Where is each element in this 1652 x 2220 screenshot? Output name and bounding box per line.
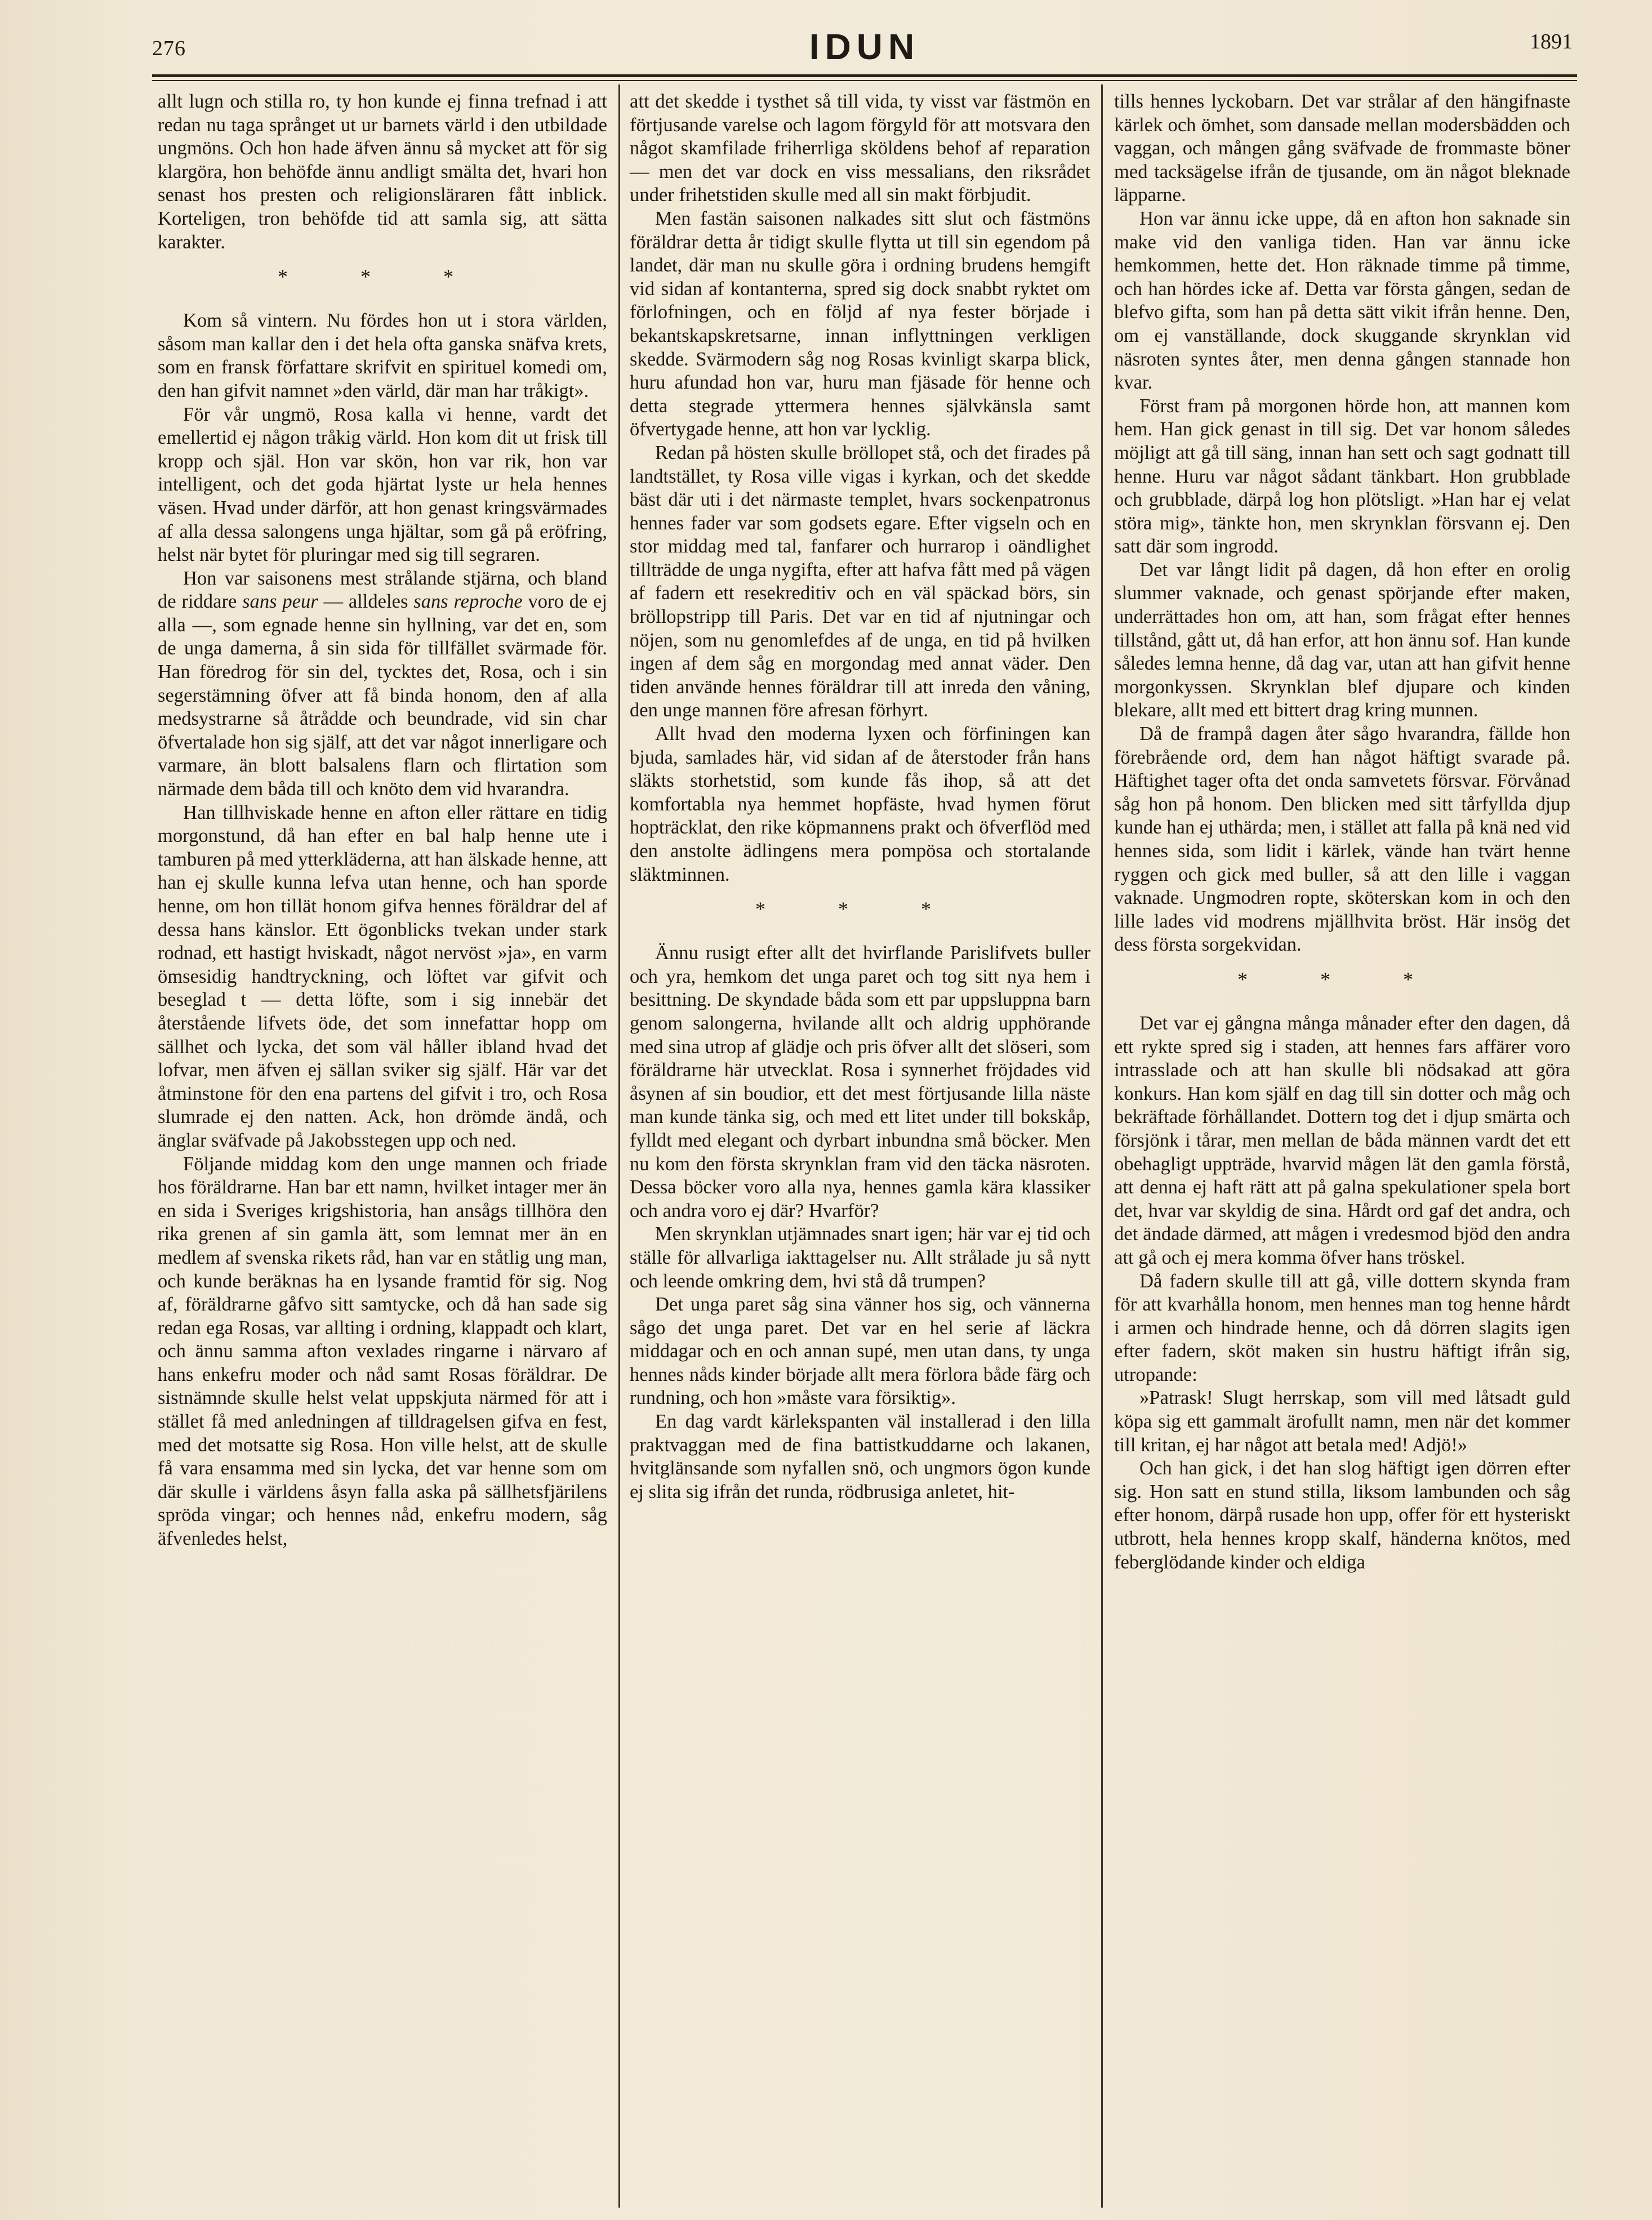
- paragraph: Men skrynklan utjämnades snart igen; här var ej tid och ställe för allvarliga iakttagelser nu. Allt strålade ju så nytt och leende omkring dem, hvi stå då trumpen?: [630, 1223, 1090, 1292]
- section-separator: * * *: [1237, 968, 1447, 991]
- paragraph: Hon var ännu icke uppe, då en afton hon saknade sin make vid den vanliga tiden. Han var ännu icke hemkommen, hette det. Hon räknade timme på timme, och han hördes icke af. Detta var första gången, sedan de blefvo gifta, som han på detta sätt vikit ifrån henne. Den, om ej vanställande, dock skuggande skrynklan vid näsroten syntes åter, men denna gången stannade hon kvar.: [1114, 207, 1570, 394]
- italic-phrase: sans peur: [242, 591, 318, 613]
- header-rule: [152, 74, 1577, 77]
- column-divider: [1101, 84, 1103, 2208]
- text-column-1: [158, 90, 607, 1551]
- paragraph: att det skedde i tysthet så till vida, ty visst var fästmön en förtjusande varelse och lagom förgyld för att motsvara den något skamfilade friherrliga sköldens behof af reparation — men det var dock en viss messalians, den riksrådet under frihetstiden skulle med all sin makt förbjudit.: [630, 91, 1090, 206]
- paragraph: Men fastän saisonen nalkades sitt slut och fästmöns föräldrar detta år tidigt skulle flytta ut till sin egendom på landet, där man nu skulle göra i ordning brudens hemgift vid sidan af kontanterna, spred sig dock snabbt ryktet om förlofningen, och en följd af nya fester började i bekantskapskretsarne, innan inflyttningen verkligen skedde. Svärmodern såg nog Rosas kvinligt skarpa blick, huru afundad hon var, huru man fjäsade för henne och detta stegrade yttermera hennes självkänsla samt öfvertygade henne, att hon var lycklig.: [630, 207, 1090, 440]
- paragraph: Han tillhviskade henne en afton eller rättare en tidig morgonstund, då han efter en bal halp henne ute i tamburen på med ytterkläderna, att han älskade henne, att han ej skulle kunna lefva utan henne, och han sporde henne, om hon tillät honom gifva hennes föräldrar del af dessa hans känslor. Ett ögonblicks tvekan under stark rodnad, ett hastigt hviskadt, något nervöst »ja», en varm ömsesidig handtryckning, och löftet var gifvit och beseglad t — detta löfte, som i sig innebär det återstående lifvets öde, det som innefattar hopp om sällhet och lycka, det som väl håller ibland hvad det lofvar, men äfven ej sällan sviker sig själf. Här var det åtminstone för den ena partens del gifvit i tro, och Rosa slumrade ej den natten. Ack, hon drömde ändå, och änglar sväfvade på Jakobsstegen upp och ned.: [158, 801, 607, 1151]
- paragraph: Kom så vintern. Nu fördes hon ut i stora världen, såsom man kallar den i det hela ofta ganska snäfva krets, som en fransk författare skrifvit en spirituel komedi om, den han gifvit namnet »den värld, där man har tråkigt».: [158, 310, 607, 402]
- column-divider: [618, 84, 620, 2208]
- paragraph: Redan på hösten skulle bröllopet stå, och det firades på landtstället, ty Rosa ville vigas i kyrkan, och det skedde bäst där uti i det närmaste templet, hvars sockenpatronus hennes fader var som godsets egare. Efter vigseln och en stor middag med tal, fanfarer och hurrarop i oändlighet tillträdde de unga nygifta, efter att hafva fått med på vägen af fadern ett resekreditiv och en väl späckad börs, sin bröllopstripp till Paris. Det var en tid af njutningar och nöjen, som nu genomlefdes af de unga, en tid på hvilken ingen af dem såg en morgondag med annat väder. Den tiden använde hennes föräldrar till att inreda den våning, den unge mannen före afresan förhyrt.: [630, 442, 1090, 721]
- masthead-title: IDUN: [809, 26, 920, 67]
- paragraph: »Patrask! Slugt herrskap, som vill med låtsadt guld köpa sig ett gammalt ärofullt namn, men när det kommer till kritan, ej har något att betala med! Adjö!»: [1114, 1387, 1570, 1456]
- page-number: 276: [152, 37, 186, 60]
- paragraph: Det var långt lidit på dagen, då hon efter en orolig slummer vaknade, och genast spörjande efter maken, underrättades hon om, att han, som frågat efter hennes tillstånd, gått ut, då han erfor, att hon ännu sof. Han kunde således lemna henne, då dag var, utan att han gifvit henne morgonkyssen. Skrynklan blef djupare och kinden blekare, allt med ett bittert drag kring munnen.: [1114, 559, 1570, 721]
- text-column-2: [630, 90, 1090, 1504]
- paragraph: Följande middag kom den unge mannen och friade hos föräldrarne. Han bar ett namn, hvilket intager mer än en sida i Sveriges krigshistoria, han ansågs tillhöra den rika grenen af sin gamla ätt, som lemnat mer än en medlem af svenska rikets råd, han var en ståtlig ung man, och kunde beräknas ha en lysande framtid för sig. Nog af, föräldrarne gåfvo sitt samtycke, och då han sade sig redan ega Rosas, var allting i ordning, klappadt och klart, och ännu samma afton vexlades ringarne i närvaro af hans enkefru moder och nåd samt Rosas föräldrar. De sistnämnde skulle helst velat uppskjuta närmed för att i stället få med anledningen af tilldragelsen gifva en fest, med det motsatte sig Rosa. Hon ville helst, att de skulle få vara ensamma med sin lycka, det var henne som om där skulle i världens åsyn falla aska på sällhetsfjärilens spröda vingar; och hennes nåd, enkefru modern, såg äfvenledes helst,: [158, 1153, 607, 1550]
- paragraph: Då fadern skulle till att gå, ville dottern skynda fram för att kvarhålla honom, men hennes man tog henne hårdt i armen och hindrade henne, och då dörren slagits igen efter fadern, sköt maken sin hustru häftigt ifrån sig, utropande:: [1114, 1270, 1570, 1385]
- header-rule-thin: [152, 80, 1577, 81]
- italic-phrase: sans reproche: [413, 591, 523, 613]
- paragraph: tills hennes lyckobarn. Det var strålar af den hängifnaste kärlek och ömhet, som dansade mellan modersbädden och vaggan, och mången gång sväfvade de frommaste böner med tacksägelse ifrån de tjusande, om än något bleknade läpparne.: [1114, 91, 1570, 206]
- section-separator: * * *: [278, 265, 487, 288]
- paragraph: Då de frampå dagen åter sågo hvarandra, fällde hon förebrående ord, dem han något häftigt svarade på. Häftighet tager ofta det onda samvetets försvar. Förvånad såg hon på honom. Den blicken med sitt tårfyllda djup kunde han ej uthärda; men, i stället att falla på knä ned vid hennes sida, som lidit i kärlek, vände han tvärt henne ryggen och gick med buller, så att den lille i vaggan vaknade. Ungmodren ropte, sköterskan kom in och den lille lades vid modrens mjällhvita bröst. Här insög det dess första sorgekvidan.: [1114, 723, 1570, 956]
- paragraph: Och han gick, i det han slog häftigt igen dörren efter sig. Hon satt en stund stilla, liksom lambunden och såg efter honom, därpå rusade hon upp, offer för ett hysteriskt utbrott, hela hennes kropp skalf, händerna knötos, med feberglödande kinder och eldiga: [1114, 1457, 1570, 1573]
- paragraph: Det var ej gångna många månader efter den dagen, då ett rykte spred sig i staden, att hennes fars affärer voro intrasslade och att han skulle bli nödsakad att göra konkurs. Han kom själf en dag till sin dotter och måg och bekräftade förhållandet. Dottern tog det i djup smärta och försjönk i tårar, men mellan de båda männen vardt det ett obehagligt uppträde, hvarvid mågen lät den gamla förstå, att denna ej haft rätt att på galna spekulationer spela bort det, hvar var skyldig de sina. Hårdt ord gaf det andra, och det ändade därmed, att mågen i vredesmod bjöd den andra att gå och ej mera komma öfver hans tröskel.: [1114, 1012, 1570, 1268]
- paragraph: Hon var saisonens mest strålande stjärna, och bland de riddare sans peur — alldeles sans reproche voro de ej alla —, som egnade henne sin hyllning, var det en, som de unga damerna, å sin sida för tillfället svärmade för. Han föredrog för sin del, tycktes det, Rosa, och i sin segerstämning öfver att få binda honom, den af alla medsystrarne så åtrådde och beundrade, vid sin char öfvertalade hon sig själf, att det var något innerligare och varmare, än blott balsalens flarn och flirtation som närmade dem båda till och knöto dem vid hvarandra.: [158, 567, 607, 800]
- year: 1891: [1530, 30, 1573, 54]
- text-column-3: [1114, 90, 1570, 1574]
- paragraph: Först fram på morgonen hörde hon, att mannen kom hem. Han gick genast in till sig. Det var honom således möjligt att gå till säng, innan han sett och sagt godnatt till henne. Huru var något sådant tänkbart. Hon grubblade och grubblade, därpå log hon plötsligt. »Han har ej velat störa mig», tänkte hon, men skrynklan försvann ej. Den satt där som ingrodd.: [1114, 395, 1570, 558]
- page-header: [152, 24, 1577, 86]
- paragraph: Det unga paret såg sina vänner hos sig, och vännerna sågo det unga paret. Det var en hel serie af läckra middagar och en och annan supé, men utan dans, ty unga hennes nåds kinder började allt mera förlora både färg och rundning, och hon »måste vara försiktig».: [630, 1294, 1090, 1409]
- paragraph: För vår ungmö, Rosa kalla vi henne, vardt det emellertid ej någon tråkig värld. Hon kom dit ut frisk till kropp och själ. Hon var skön, hon var rik, hon var intelligent, och det goda hjärtat lyste ur hela hennes väsen. Hvad under därför, att hon genast kringsvärmades af alla dessa salongens unga hjältar, som gå på eröfring, helst när bytet för pluringar med sig till segraren.: [158, 403, 607, 566]
- section-separator: * * *: [755, 898, 965, 921]
- paragraph: Allt hvad den moderna lyxen och förfiningen kan bjuda, samlades här, vid sidan af de återstoder från hans släkts storhetstid, som kunde fås ihop, så att det komfortabla nya hemmet hopfäste, hvad hymen förut hopträcklat, den rike köpmannens prakt och öfverflöd med den anstolte ädlingens mera pompösa och stortalande släktminnen.: [630, 723, 1090, 885]
- paragraph: allt lugn och stilla ro, ty hon kunde ej finna trefnad i att redan nu taga språnget ut ur barnets värld i den utbildade ungmöns. Och hon hade äfven ännu så mycket att för sig klargöra, hon behöfde ännu andligt smälta det, hvari hon senast hos presten och religionsläraren fått inblick. Korteligen, tron behöfde tid att samla sig, att sätta karakter.: [158, 91, 607, 253]
- paragraph: Ännu rusigt efter allt det hvirflande Parislifvets buller och yra, hemkom det unga paret och tog sitt nya hem i besittning. De skyndade båda som ett par uppsluppna barn genom salongerna, hvilande allt och aldrig upphörande med sina utrop af glädje och pris öfver allt det slöseri, som föräldrarne här utvecklat. Rosa i synnerhet fröjdades vid åsynen af sin boudior, ett det mest förtjusande lilla näste man kunde tänka sig, och med ett litet under till bokskåp, fylldt med elegant och dyrbart inbundna små böcker. Men nu kom den första skrynklan fram vid den täcka näsroten. Dessa böcker voro alla nya, hennes gamla kära klassiker och andra voro ej där? Hvarför?: [630, 942, 1090, 1222]
- paragraph: En dag vardt kärlekspanten väl installerad i den lilla praktvaggan med de fina battistkuddarne och lakanen, hvitglänsande som nyfallen snö, och ungmors ögon kunde ej slita sig ifrån det runda, rödbrusiga anletet, hit-: [630, 1411, 1090, 1503]
